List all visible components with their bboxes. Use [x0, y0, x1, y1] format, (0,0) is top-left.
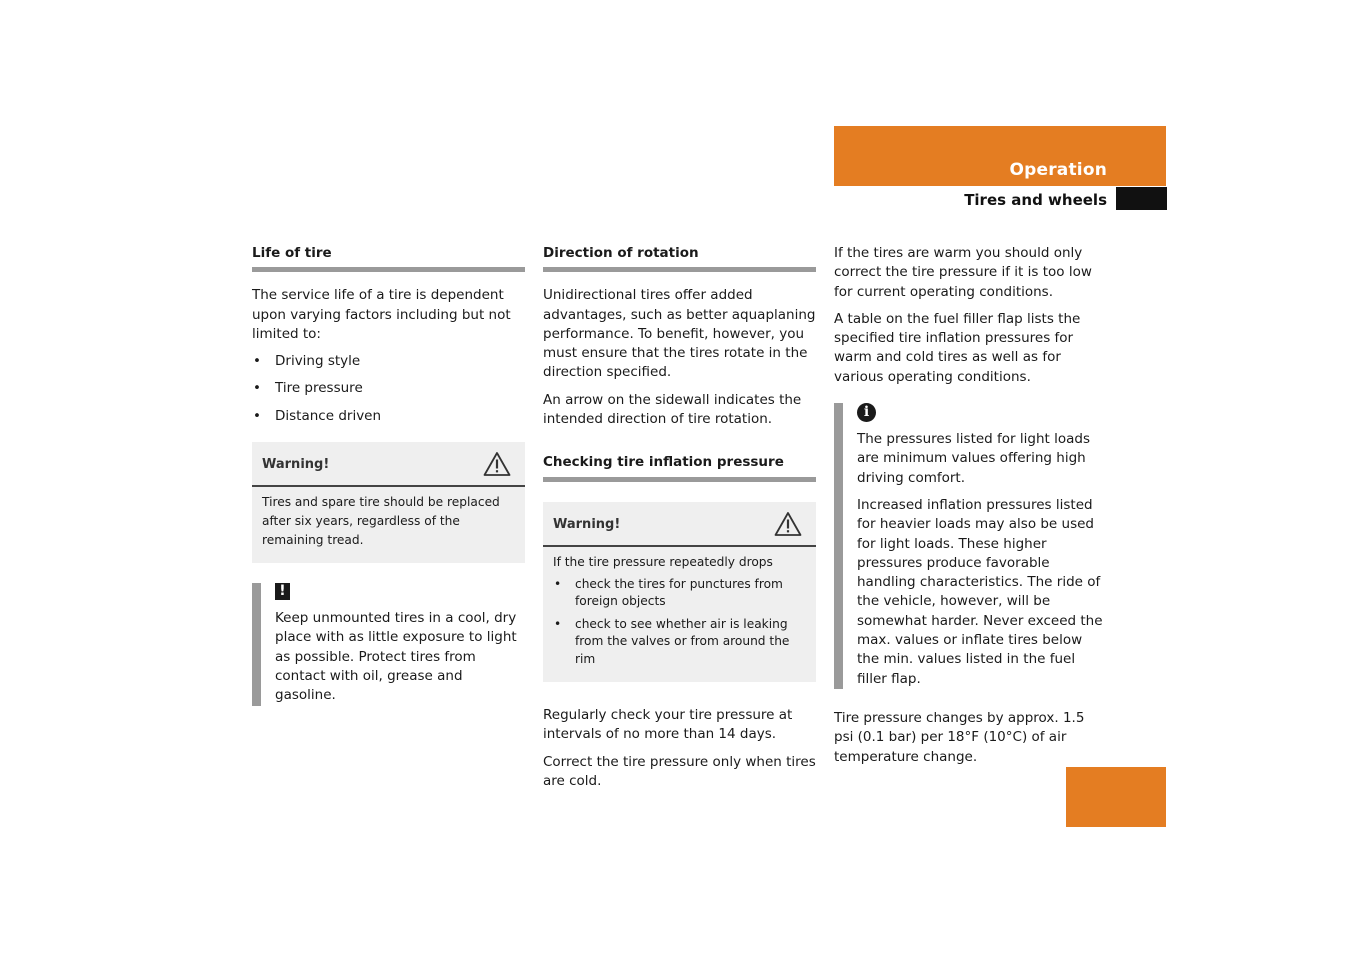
column-1 [252, 244, 525, 728]
paragraph: If the tires are warm you should only correct the tire pressure if it is too low for current operating conditions. [834, 245, 1092, 300]
caution-note [252, 583, 525, 705]
warning-text: Tires and spare tire should be replaced after six years, regardless of the remaining tread. [262, 495, 500, 548]
info-icon: i [857, 403, 876, 422]
warning-box [543, 502, 816, 683]
column-3 [834, 244, 1108, 775]
column-2 [543, 244, 816, 799]
heading-checking-pressure: Checking tire inflation pressure [543, 453, 816, 481]
warning-text: If the tire pressure repeatedly drops [553, 554, 773, 569]
list-item: • check the tires for punctures from foreign objects [553, 576, 806, 611]
subsection-title: Tires and wheels [964, 191, 1107, 209]
heading-direction-of-rotation: Direction of rotation [543, 244, 816, 272]
list-item: • Driving style [252, 352, 525, 371]
list-item: • Distance driven [252, 407, 525, 426]
bullet-list [252, 352, 525, 426]
warning-box [252, 442, 525, 563]
header-tab-marker [1116, 187, 1167, 210]
paragraph: Regularly check your tire pressure at intervals of no more than 14 days. [543, 707, 793, 743]
info-text: Increased inflation pressures listed for heavier loads may also be used for light loads. These higher pressures produce favorable handling characteristics. The ride of the vehicle, however, will be somewhat harder. Never exceed the max. values or inflate tires below the min. values listed in the fuel filler flap. [857, 496, 1103, 687]
paragraph: Unidirectional tires offer added advantages, such as better aquaplaning performance. To benefit, however, you must ensure that the tires rotate in the direction specified. [543, 287, 816, 381]
header-bar [834, 126, 1166, 186]
paragraph: An arrow on the sidewall indicates the intended direction of tire rotation. [543, 391, 802, 428]
paragraph: Correct the tire pressure only when tires are cold. [543, 753, 816, 790]
page-number: 243 [1257, 773, 1291, 792]
list-item: • Tire pressure [252, 379, 525, 398]
warning-title: Warning! [553, 516, 621, 532]
warning-header [252, 442, 525, 487]
warning-body [543, 547, 816, 683]
paragraph: The service life of a tire is dependent upon varying factors including but not limited to: [252, 287, 511, 342]
warning-triangle-icon [483, 451, 511, 477]
list-item: • check to see whether air is leaking from the valves or from around the rim [553, 616, 806, 669]
warning-body [252, 487, 525, 563]
page-number-box [1066, 767, 1166, 827]
warning-title: Warning! [262, 457, 330, 473]
exclamation-icon: ! [275, 583, 290, 600]
paragraph: Tire pressure changes by approx. 1.5 psi (0.1 bar) per 18°F (10°C) of air temperature change. [834, 709, 1085, 765]
info-note [834, 403, 1108, 689]
warning-triangle-icon [774, 511, 802, 537]
warning-header [543, 502, 816, 547]
section-title: Operation [1009, 160, 1107, 180]
heading-life-of-tire: Life of tire [252, 244, 525, 272]
info-text: The pressures listed for light loads are minimum values offering high driving comfort. [857, 431, 1090, 486]
bullet-list [553, 576, 806, 669]
paragraph: A table on the fuel filler flap lists the specified tire inflation pressures for warm and cold tires as well as for various operating conditions. [834, 310, 1081, 385]
caution-text: Keep unmounted tires in a cool, dry place with as little exposure to light as possible. Protect tires from contact with oil, grease and gasoline. [275, 610, 517, 704]
